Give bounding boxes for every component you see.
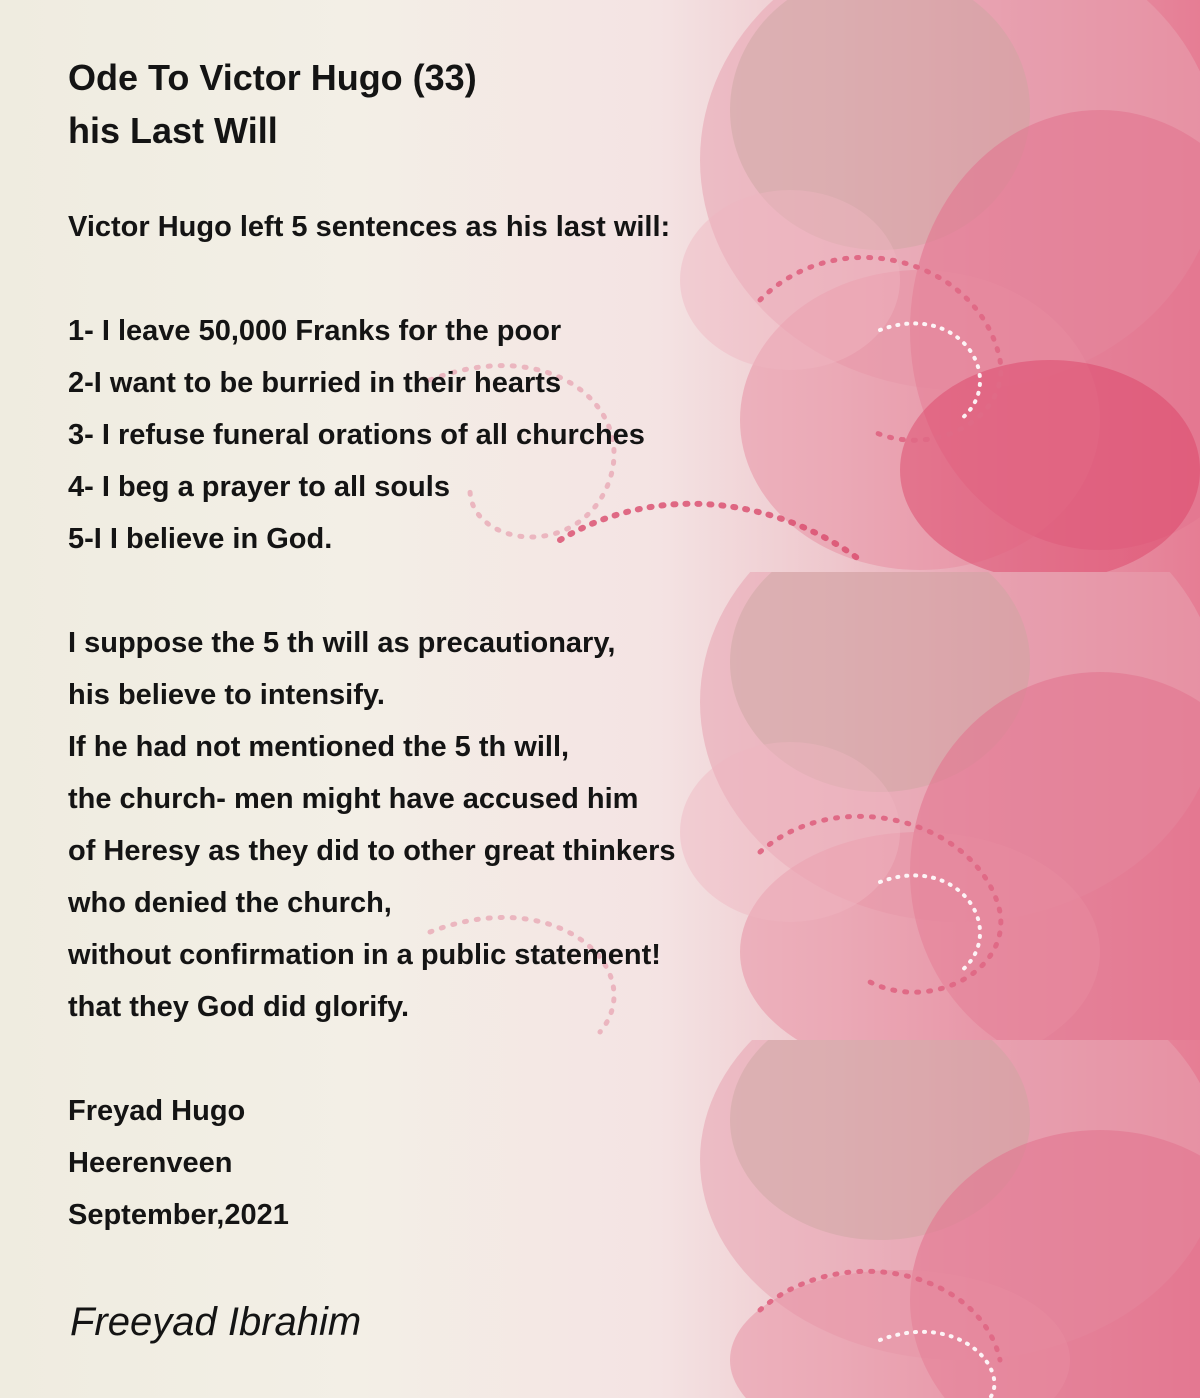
- closing-date: September,2021: [68, 1199, 289, 1231]
- poem-title-line-1: Ode To Victor Hugo (33): [68, 57, 477, 98]
- will-line-3: 3- I refuse funeral orations of all churches: [68, 419, 645, 451]
- closing-name: Freyad Hugo: [68, 1095, 246, 1127]
- stanza-2-line-5: of Heresy as they did to other great thinkers: [68, 835, 676, 867]
- will-line-1: 1- I leave 50,000 Franks for the poor: [68, 315, 562, 347]
- will-line-4: 4- I beg a prayer to all souls: [68, 471, 450, 503]
- will-line-2: 2-I want to be burried in their hearts: [68, 367, 562, 399]
- stanza-2-line-6: who denied the church,: [68, 887, 392, 919]
- stanza-2-line-8: that they God did glorify.: [68, 991, 410, 1023]
- stanza-2-line-1: I suppose the 5 th will as precautionary,: [68, 627, 616, 659]
- stanza-2-line-2: his believe to intensify.: [68, 679, 385, 711]
- stanza-2-line-7: without confirmation in a public statement!: [68, 939, 661, 971]
- stanza-2-line-4: the church- men might have accused him: [68, 783, 639, 815]
- will-line-5: 5-I I believe in God.: [68, 523, 333, 555]
- stanza-2-line-3: If he had not mentioned the 5 th will,: [68, 731, 570, 763]
- author-name: Freeyad Ibrahim: [70, 1300, 362, 1344]
- poem-title-line-2: his Last Will: [68, 110, 278, 151]
- poem-title: [68, 51, 477, 157]
- poem-intro: Victor Hugo left 5 sentences as his last will:: [68, 211, 671, 243]
- closing-place: Heerenveen: [68, 1147, 233, 1179]
